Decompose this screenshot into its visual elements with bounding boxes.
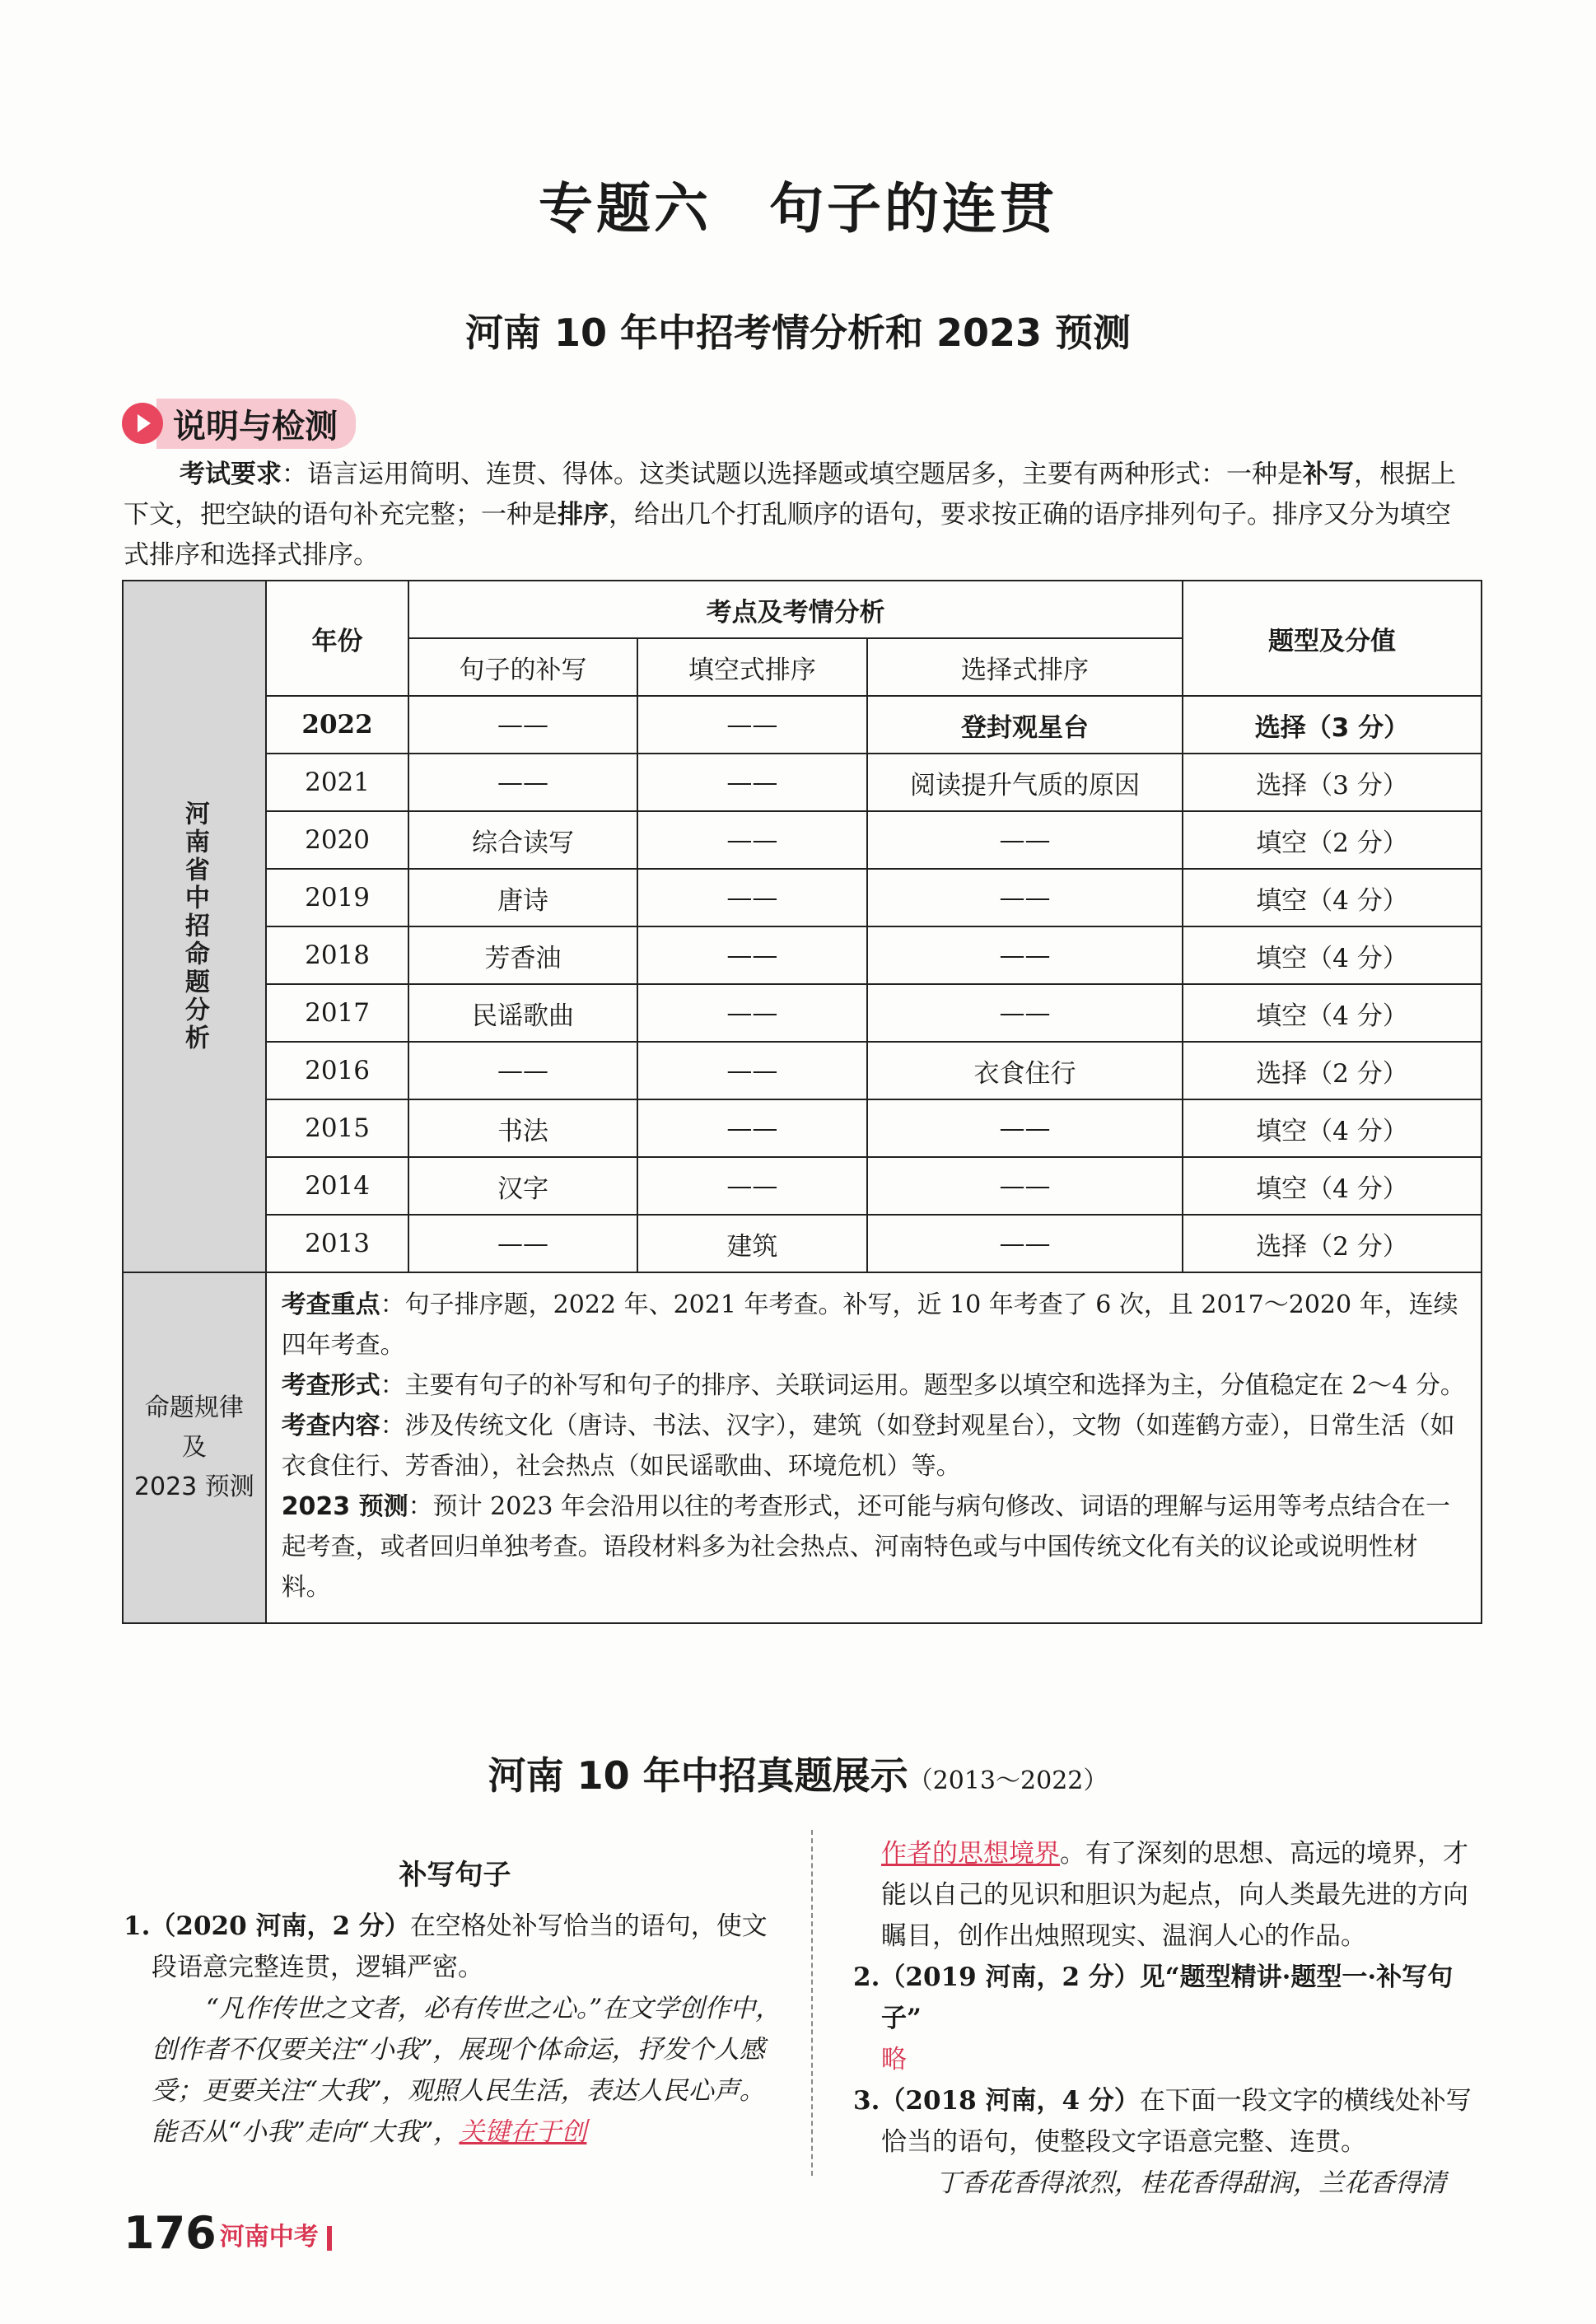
exam-requirements xyxy=(124,455,1474,576)
cell-c2: —— xyxy=(637,926,867,984)
section-badge xyxy=(122,400,356,446)
section-subtitle: 河南 10 年中招考情分析和 2023 预测 xyxy=(464,310,1132,355)
cell-c1: —— xyxy=(408,1042,637,1099)
rules-side-label: 命题规律 及 2023 预测 xyxy=(123,1272,266,1623)
cell-score: 填空（4 分） xyxy=(1183,1099,1482,1157)
header-score: 题型及分值 xyxy=(1183,581,1482,696)
cell-c1: 唐诗 xyxy=(408,869,637,926)
table-row xyxy=(123,984,1482,1042)
q1-stem: 在空格处补写恰当的语句，使文段语意完整连贯，逻辑严密。 xyxy=(152,1911,768,1982)
q2-answer: 略 xyxy=(881,2045,907,2074)
cell-score: 选择（2 分） xyxy=(1183,1042,1482,1099)
cell-c1: 民谣歌曲 xyxy=(408,984,637,1042)
table-row xyxy=(123,811,1482,869)
table-row xyxy=(123,1099,1482,1157)
header-col3: 选择式排序 xyxy=(867,638,1183,696)
cell-c2: —— xyxy=(637,811,867,869)
q2-source: （2019 河南，2 分） xyxy=(880,1962,1140,1992)
page-number: 176 xyxy=(124,2207,217,2259)
cell-year: 2022 xyxy=(266,696,409,754)
cell-score: 选择（3 分） xyxy=(1183,696,1482,754)
cell-c2: —— xyxy=(637,984,867,1042)
cell-score: 填空（2 分） xyxy=(1183,811,1482,869)
cell-year: 2015 xyxy=(266,1099,409,1157)
keyword-paixu: 排序 xyxy=(558,500,609,530)
cell-c2: —— xyxy=(637,696,867,754)
cell-score: 选择（3 分） xyxy=(1183,754,1482,811)
rule-item: 2023 预测：预计 2023 年会沿用以往的考查形式，还可能与病句修改、词语的理解与运用等考点结合在一起考查，或者回归单独考查。语段材料多为社会热点、河南特色或与中国传统文化有关的议论或说明性材料。 xyxy=(281,1492,1451,1602)
table-row xyxy=(123,869,1482,926)
cell-c1: —— xyxy=(408,754,637,811)
q1-passage: “凡作传世之文者，必有传世之心。”在文学创作中，创作者不仅要关注“小我”，展现个体命运，抒发个人感受；更要关注“大我”，观照人民生活，表达人民心声。能否从“小我”走向“大我”，关键在于创 xyxy=(152,1994,782,2147)
footer-label: 河南中考 xyxy=(219,2223,319,2252)
q3-source: （2018 河南，4 分） xyxy=(880,2086,1140,2116)
cell-year: 2019 xyxy=(266,869,409,926)
cell-c1: 综合读写 xyxy=(408,811,637,869)
cell-c3: —— xyxy=(867,984,1183,1042)
question-3: 3.（2018 河南，4 分）在下面一段文字的横线处补写恰当的语句，使整段文字语意完整、连贯。 xyxy=(853,2086,1472,2157)
cell-c1: 汉字 xyxy=(408,1157,637,1215)
question-1: 1.（2020 河南，2 分）在空格处补写恰当的语句，使文段语意完整连贯，逻辑严密。 xyxy=(124,1911,768,1982)
rules-content xyxy=(266,1272,1482,1623)
cell-c3: —— xyxy=(867,1099,1183,1157)
cell-c3: —— xyxy=(867,811,1183,869)
q3-stem: 在下面一段文字的横线处补写恰当的语句，使整段文字语意完整、连贯。 xyxy=(881,2086,1472,2157)
cell-c2: —— xyxy=(637,754,867,811)
cell-year: 2014 xyxy=(266,1157,409,1215)
intro-text-b: ，根据上下文，把空缺的语句补充完整；一种是 xyxy=(124,460,1456,530)
intro-text-c: ，给出几个打乱顺序的语句，要求按正确的语序排列句子。排序又分为填空式排序和选择式排序。 xyxy=(124,500,1451,570)
question-2: 2.（2019 河南，2 分）见“题型精讲·题型一·补写句子” xyxy=(853,1962,1454,2033)
section-year-range: （2013～2022） xyxy=(908,1766,1108,1795)
cell-year: 2018 xyxy=(266,926,409,984)
table-row xyxy=(123,754,1482,811)
intro-text-a: ：语言运用简明、连贯、得体。这类试题以选择题或填空题居多，主要有两种形式：一种是 xyxy=(282,460,1303,489)
q1-continued: 作者的思想境界。有了深刻的思想、高远的境界，才能以自己的见识和胆识为起点，向人类最先进的方向瞩目，创作出烛照现实、温润人心的作品。 xyxy=(881,1839,1468,1951)
cell-c3: —— xyxy=(867,1215,1183,1272)
cell-c3: —— xyxy=(867,1157,1183,1215)
cell-c3: —— xyxy=(867,869,1183,926)
table-row xyxy=(123,1157,1482,1215)
cell-year: 2021 xyxy=(266,754,409,811)
cell-c3: 登封观星台 xyxy=(867,696,1183,754)
table-side-label: 河南省中招命题分析 xyxy=(123,581,266,1272)
cell-c3: —— xyxy=(867,926,1183,984)
cell-score: 填空（4 分） xyxy=(1183,926,1482,984)
q2-stem: 见“题型精讲·题型一·补写句子” xyxy=(881,1962,1454,2033)
badge-label: 说明与检测 xyxy=(156,399,356,449)
q1-source: （2020 河南，2 分） xyxy=(150,1911,410,1941)
cell-c2: —— xyxy=(637,869,867,926)
table-row xyxy=(123,696,1482,754)
rule-item: 考查内容：涉及传统文化（唐诗、书法、汉字），建筑（如登封观星台），文物（如莲鹤方壶），日常生活（如衣食住行、芳香油），社会热点（如民谣歌曲、环境危机）等。 xyxy=(281,1412,1455,1481)
rule-item: 考查形式：主要有句子的补写和句子的排序、关联词运用。题型多以填空和选择为主，分值稳定在 2～4 分。 xyxy=(281,1371,1465,1400)
cell-score: 填空（4 分） xyxy=(1183,1157,1482,1215)
cell-c3: 阅读提升气质的原因 xyxy=(867,754,1183,811)
page-footer xyxy=(124,2207,332,2259)
q1-answer-part: 关键在于创 xyxy=(459,2117,587,2147)
cell-year: 2017 xyxy=(266,984,409,1042)
cell-score: 填空（4 分） xyxy=(1183,984,1482,1042)
cell-year: 2013 xyxy=(266,1215,409,1272)
cell-year: 2016 xyxy=(266,1042,409,1099)
cell-c1: —— xyxy=(408,696,637,754)
cell-score: 选择（2 分） xyxy=(1183,1215,1482,1272)
cell-c2: 建筑 xyxy=(637,1215,867,1272)
exam-analysis-table xyxy=(122,580,1482,1624)
left-column xyxy=(124,1855,786,2153)
rule-item: 考查重点：句子排序题，2022 年、2021 年考查。补写，近 10 年考查了 6 次，且 2017～2020 年，连续四年考查。 xyxy=(281,1290,1458,1360)
page-title: 专题六 句子的连贯 xyxy=(539,176,1057,240)
right-column xyxy=(853,1833,1487,2204)
header-col1: 句子的补写 xyxy=(408,638,637,696)
cell-c1: 芳香油 xyxy=(408,926,637,984)
keyword-buxie: 补写 xyxy=(1303,460,1354,489)
cell-score: 填空（4 分） xyxy=(1183,869,1482,926)
play-icon xyxy=(122,403,163,444)
q1-answer-part2: 作者的思想境界 xyxy=(881,1839,1060,1869)
column-divider xyxy=(811,1830,813,2176)
header-analysis: 考点及考情分析 xyxy=(408,581,1183,638)
cell-c2: —— xyxy=(637,1042,867,1099)
q3-passage: 丁香花香得浓烈，桂花香得甜润，兰花香得清 xyxy=(936,2168,1446,2198)
cell-c2: —— xyxy=(637,1099,867,1157)
header-col2: 填空式排序 xyxy=(637,638,867,696)
footer-bar-decoration xyxy=(327,2226,332,2251)
cell-c2: —— xyxy=(637,1157,867,1215)
table-row xyxy=(123,1042,1482,1099)
cell-year: 2020 xyxy=(266,811,409,869)
section-title-real-exams: 河南 10 年中招真题展示（2013～2022） xyxy=(488,1753,1108,1798)
cell-c3: 衣食住行 xyxy=(867,1042,1183,1099)
subheading-buxie: 补写句子 xyxy=(399,1859,511,1892)
header-year: 年份 xyxy=(266,581,409,696)
table-row xyxy=(123,926,1482,984)
cell-c1: 书法 xyxy=(408,1099,637,1157)
table-row xyxy=(123,1215,1482,1272)
intro-label: 考试要求 xyxy=(180,460,282,489)
cell-c1: —— xyxy=(408,1215,637,1272)
